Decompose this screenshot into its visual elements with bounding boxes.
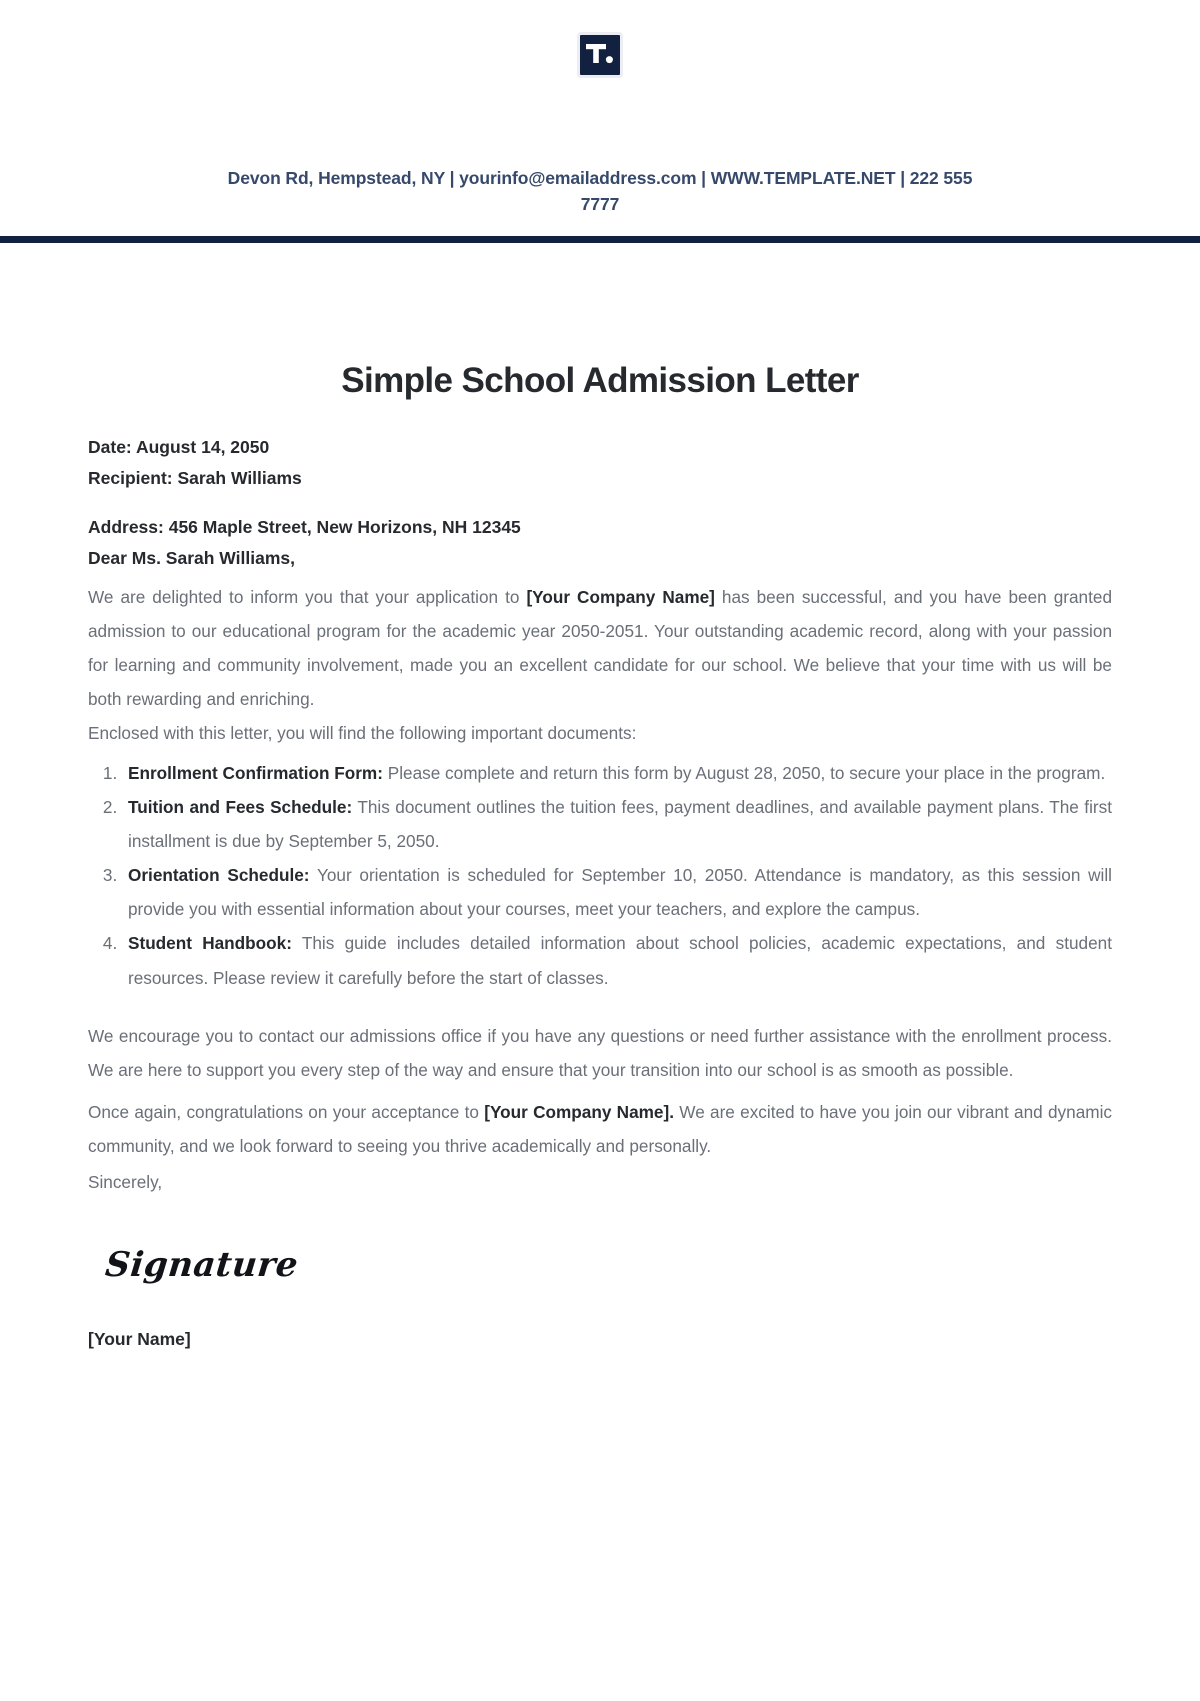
sign-off-line: Sincerely,: [88, 1171, 163, 1192]
document-content: [0, 243, 1200, 1352]
header-divider-rule: [0, 236, 1200, 243]
company-name-placeholder: [Your Company Name].: [484, 1101, 674, 1122]
list-item-text: Your orientation is scheduled for September 10, 2050. Attendance is mandatory, as this session will provide you with essential information about your courses, meet your teachers, and explore the campus.: [128, 865, 1112, 920]
intro-text-after: has been successful, and you have been granted admission to our educational program for the academic year 2050-2051. Your outstanding academic record, along with your passion for learning and community involvement, made you an excellent candidate for our school. We believe that your time with us will be both rewarding and enriching.: [88, 587, 1112, 710]
template-net-logo-icon: [577, 32, 623, 78]
list-item: [122, 790, 1112, 858]
salutation-line: Dear Ms. Sarah Williams,: [88, 547, 296, 568]
list-item-label: Tuition and Fees Schedule:: [128, 797, 353, 818]
signature-block: [88, 1199, 1112, 1285]
document-header: [0, 0, 1200, 243]
list-item-text: Please complete and return this form by August 28, 2050, to secure your place in the program.: [382, 763, 1106, 784]
page-title: Simple School Admission Letter: [341, 360, 859, 400]
date-line: Date: August 14, 2050: [88, 436, 270, 457]
intro-text-before: We are delighted to inform you that your application to: [88, 587, 527, 607]
address-line: Address: 456 Maple Street, New Horizons, NH 12345: [88, 516, 521, 537]
list-item: [122, 858, 1112, 926]
list-item-text: This document outlines the tuition fees, payment deadlines, and available payment plans. The first installment is due by September 5, 2050.: [128, 797, 1112, 852]
signature-image: Signature: [103, 1244, 301, 1285]
enclosure-intro-paragraph: Enclosed with this letter, you will find the following important documents:: [88, 723, 637, 744]
intro-paragraph: [88, 572, 1112, 716]
closing-paragraph: [88, 1087, 1112, 1163]
closing-text-before: Once again, congratulations on your acceptance to: [88, 1101, 485, 1122]
list-item-label: Orientation Schedule:: [128, 865, 310, 886]
logo-container: [0, 22, 1200, 88]
enclosures-list: [88, 750, 1112, 994]
company-name-placeholder: [Your Company Name]: [526, 587, 715, 607]
signer-name: [Your Name]: [88, 1328, 191, 1349]
closing-text-after: We are excited to have you join our vibrant and dynamic community, and we look forward to seeing you thrive academically and personally.: [88, 1101, 1112, 1156]
list-item: [122, 756, 1112, 790]
list-item: [122, 926, 1112, 994]
list-item-text: This guide includes detailed information about school policies, academic expectations, and student resources. Please review it carefully before the start of classes.: [128, 933, 1112, 988]
list-item-label: Student Handbook:: [128, 933, 292, 954]
support-paragraph: We encourage you to contact our admissions office if you have any questions or need further assistance with the enrollment process. We are here to support you every step of the way and ensure that your transition into our school is as smooth as possible.: [88, 1025, 1112, 1080]
header-contact-line: Devon Rd, Hempstead, NY | yourinfo@emailaddress.com | WWW.TEMPLATE.NET | 222 555 7777: [227, 168, 973, 215]
recipient-line: Recipient: Sarah Williams: [88, 467, 302, 488]
list-item-label: Enrollment Confirmation Form:: [128, 763, 383, 784]
paragraph-spacer: [88, 995, 1112, 1019]
